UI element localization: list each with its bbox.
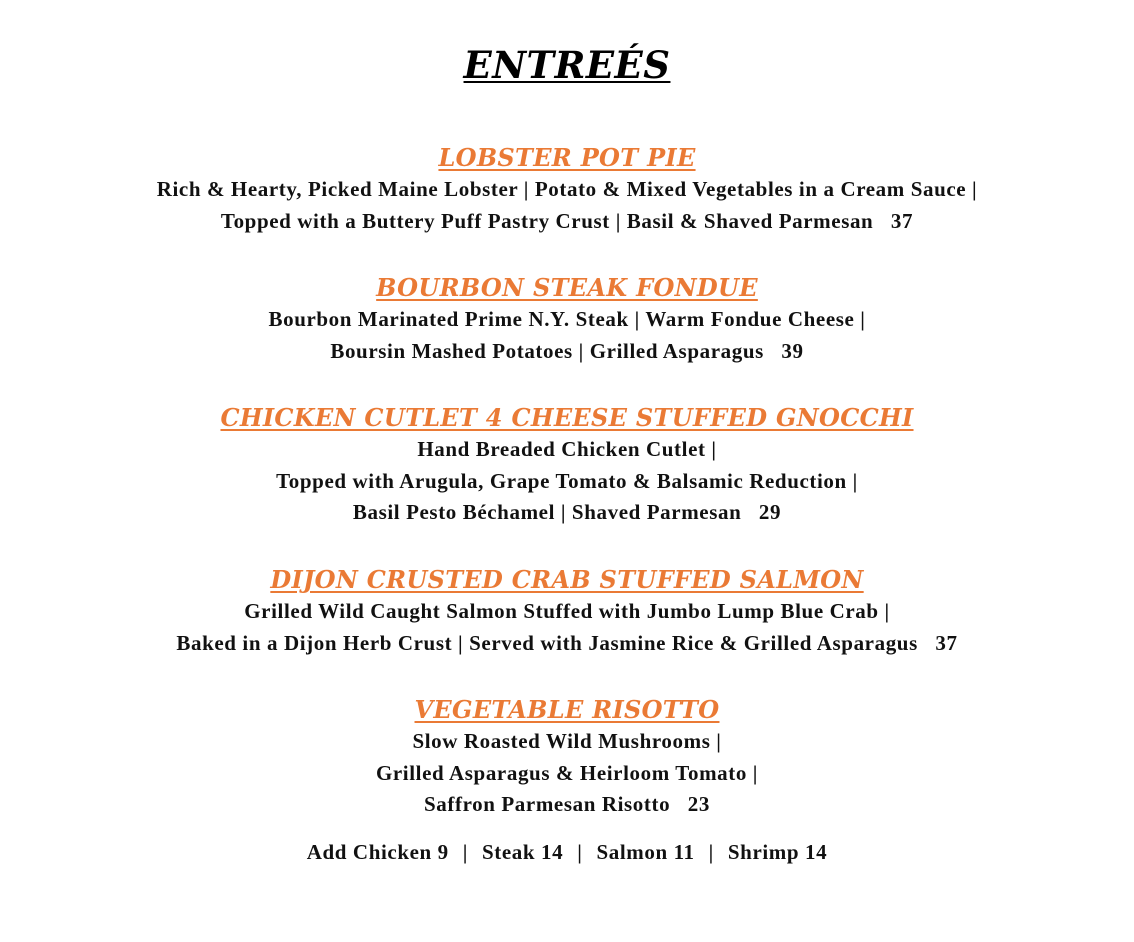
menu-item-vegetable-risotto (0, 694, 1134, 821)
menu-item-chicken-cutlet-gnocchi (0, 402, 1134, 529)
item-description-line: Baked in a Dijon Herb Crust | Served with Jasmine Rice & Grilled Asparagus 37 (176, 630, 958, 655)
addon-separator: | (708, 840, 714, 864)
item-description-line: Grilled Asparagus & Heirloom Tomato | (375, 760, 759, 785)
menu-item-bourbon-steak-fondue (0, 272, 1134, 367)
add-ons-line (0, 836, 1134, 868)
item-description-line: Hand Breaded Chicken Cutlet | (417, 437, 717, 461)
item-description-line: Topped with Arugula, Grape Tomato & Balsamic Reduction | (276, 468, 858, 493)
item-name: CHICKEN CUTLET 4 CHEESE STUFFED GNOCCHI (220, 403, 914, 432)
page-title: ENTREÉS (463, 43, 671, 87)
item-description-line: Topped with a Buttery Puff Pastry Crust | Basil & Shaved Parmesan 37 (220, 208, 914, 233)
item-name: DIJON CRUSTED CRAB STUFFED SALMON (270, 565, 864, 594)
item-name: VEGETABLE RISOTTO (414, 695, 720, 724)
item-name: BOURBON STEAK FONDUE (376, 273, 758, 302)
item-description-line: Grilled Wild Caught Salmon Stuffed with Jumbo Lump Blue Crab | (244, 599, 890, 623)
addon-salmon: Salmon 11 (596, 840, 695, 864)
item-description-line: Basil Pesto Béchamel | Shaved Parmesan 29 (352, 500, 782, 524)
menu-item-lobster-pot-pie (0, 142, 1134, 237)
item-name: LOBSTER POT PIE (438, 143, 696, 172)
item-description-line: Rich & Hearty, Picked Maine Lobster | Potato & Mixed Vegetables in a Cream Sauce | (156, 177, 978, 201)
item-description-line: Bourbon Marinated Prime N.Y. Steak | Warm Fondue Cheese | (268, 307, 866, 331)
addon-shrimp: Shrimp 14 (727, 840, 828, 864)
item-description-line: Slow Roasted Wild Mushrooms | (412, 729, 722, 753)
item-description-line: Boursin Mashed Potatoes | Grilled Asparagus 39 (330, 338, 804, 363)
menu-item-dijon-crab-salmon (0, 564, 1134, 659)
addon-separator: | (462, 840, 468, 864)
addon-steak: Steak 14 (482, 840, 564, 864)
addon-chicken: Add Chicken 9 (306, 840, 449, 864)
item-description-line: Saffron Parmesan Risotto 23 (424, 792, 710, 816)
addon-separator: | (577, 840, 583, 864)
